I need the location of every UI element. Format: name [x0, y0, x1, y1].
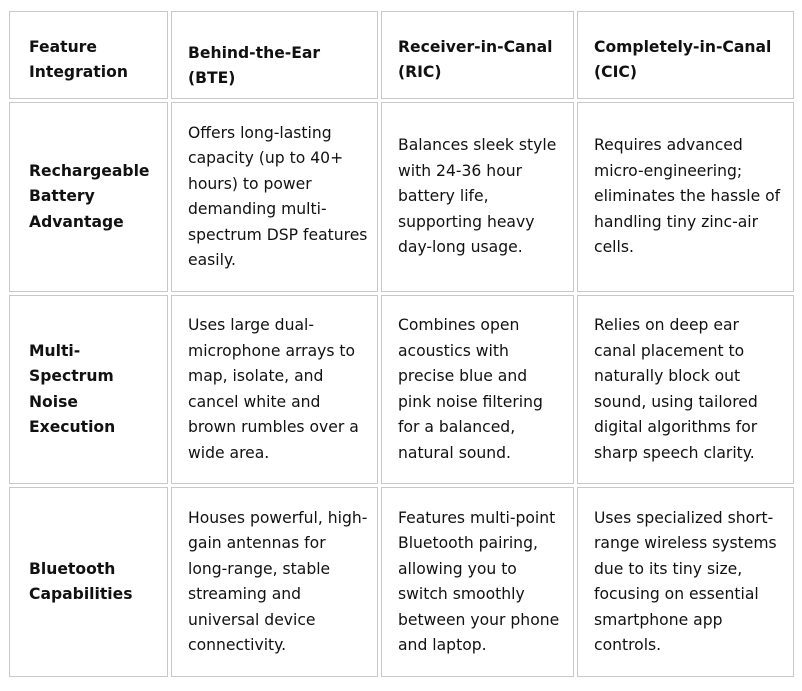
- table-header-row: [9, 11, 794, 99]
- table-cell: [577, 487, 794, 677]
- table-cell: [381, 487, 574, 677]
- table-cell: [171, 102, 378, 292]
- cell-cic-noise: Relies on deep ear canal placement to naturally block out sound, using tailored digital algorithms for sharp speech clarity.: [594, 316, 758, 462]
- row-label-cell: [9, 487, 168, 677]
- row-label-rechargeable-battery: Rechargeable Battery Advantage: [29, 161, 150, 231]
- table-cell: [577, 102, 794, 292]
- table-cell: [171, 295, 378, 484]
- cell-bte-noise: Uses large dual-microphone arrays to map, isolate, and cancel white and brown rumbles over a wide area.: [188, 316, 359, 462]
- table-cell: [381, 295, 574, 484]
- table-cell: [381, 102, 574, 292]
- header-cell-feature: [9, 11, 168, 99]
- cell-ric-bluetooth: Features multi-point Bluetooth pairing, allowing you to switch smoothly between your phone and laptop.: [398, 508, 560, 654]
- row-label-cell: [9, 102, 168, 292]
- cell-bte-battery: Offers long-lasting capacity (up to 40+ hours) to power demanding multi-spectrum DSP features easily.: [188, 123, 368, 269]
- cell-cic-bluetooth: Uses specialized short-range wireless systems due to its tiny size, focusing on essential smartphone app controls.: [594, 508, 777, 654]
- cell-cic-battery: Requires advanced micro-engineering; eliminates the hassle of handling tiny zinc-air cells.: [594, 136, 781, 257]
- comparison-table: [6, 8, 797, 680]
- header-feature-integration: Feature Integration: [29, 37, 128, 81]
- header-cell-bte: [171, 11, 378, 99]
- header-cell-cic: [577, 11, 794, 99]
- header-ric: Receiver-in-Canal (RIC): [398, 37, 553, 81]
- table-cell: [171, 487, 378, 677]
- cell-ric-noise: Combines open acoustics with precise blue and pink noise filtering for a balanced, natural sound.: [398, 316, 543, 462]
- header-bte: Behind-the-Ear (BTE): [188, 43, 321, 87]
- cell-bte-bluetooth: Houses powerful, high-gain antennas for long-range, stable streaming and universal device connectivity.: [188, 508, 368, 654]
- table-row: [9, 295, 794, 484]
- header-cell-ric: [381, 11, 574, 99]
- row-label-multi-spectrum-noise: Multi-Spectrum Noise Execution: [29, 341, 116, 436]
- cell-ric-battery: Balances sleek style with 24-36 hour battery life, supporting heavy day-long usage.: [398, 136, 557, 257]
- table-row: [9, 102, 794, 292]
- row-label-cell: [9, 295, 168, 484]
- header-cic: Completely-in-Canal (CIC): [594, 37, 772, 81]
- table-row: [9, 487, 794, 677]
- table-cell: [577, 295, 794, 484]
- row-label-bluetooth: Bluetooth Capabilities: [29, 559, 133, 603]
